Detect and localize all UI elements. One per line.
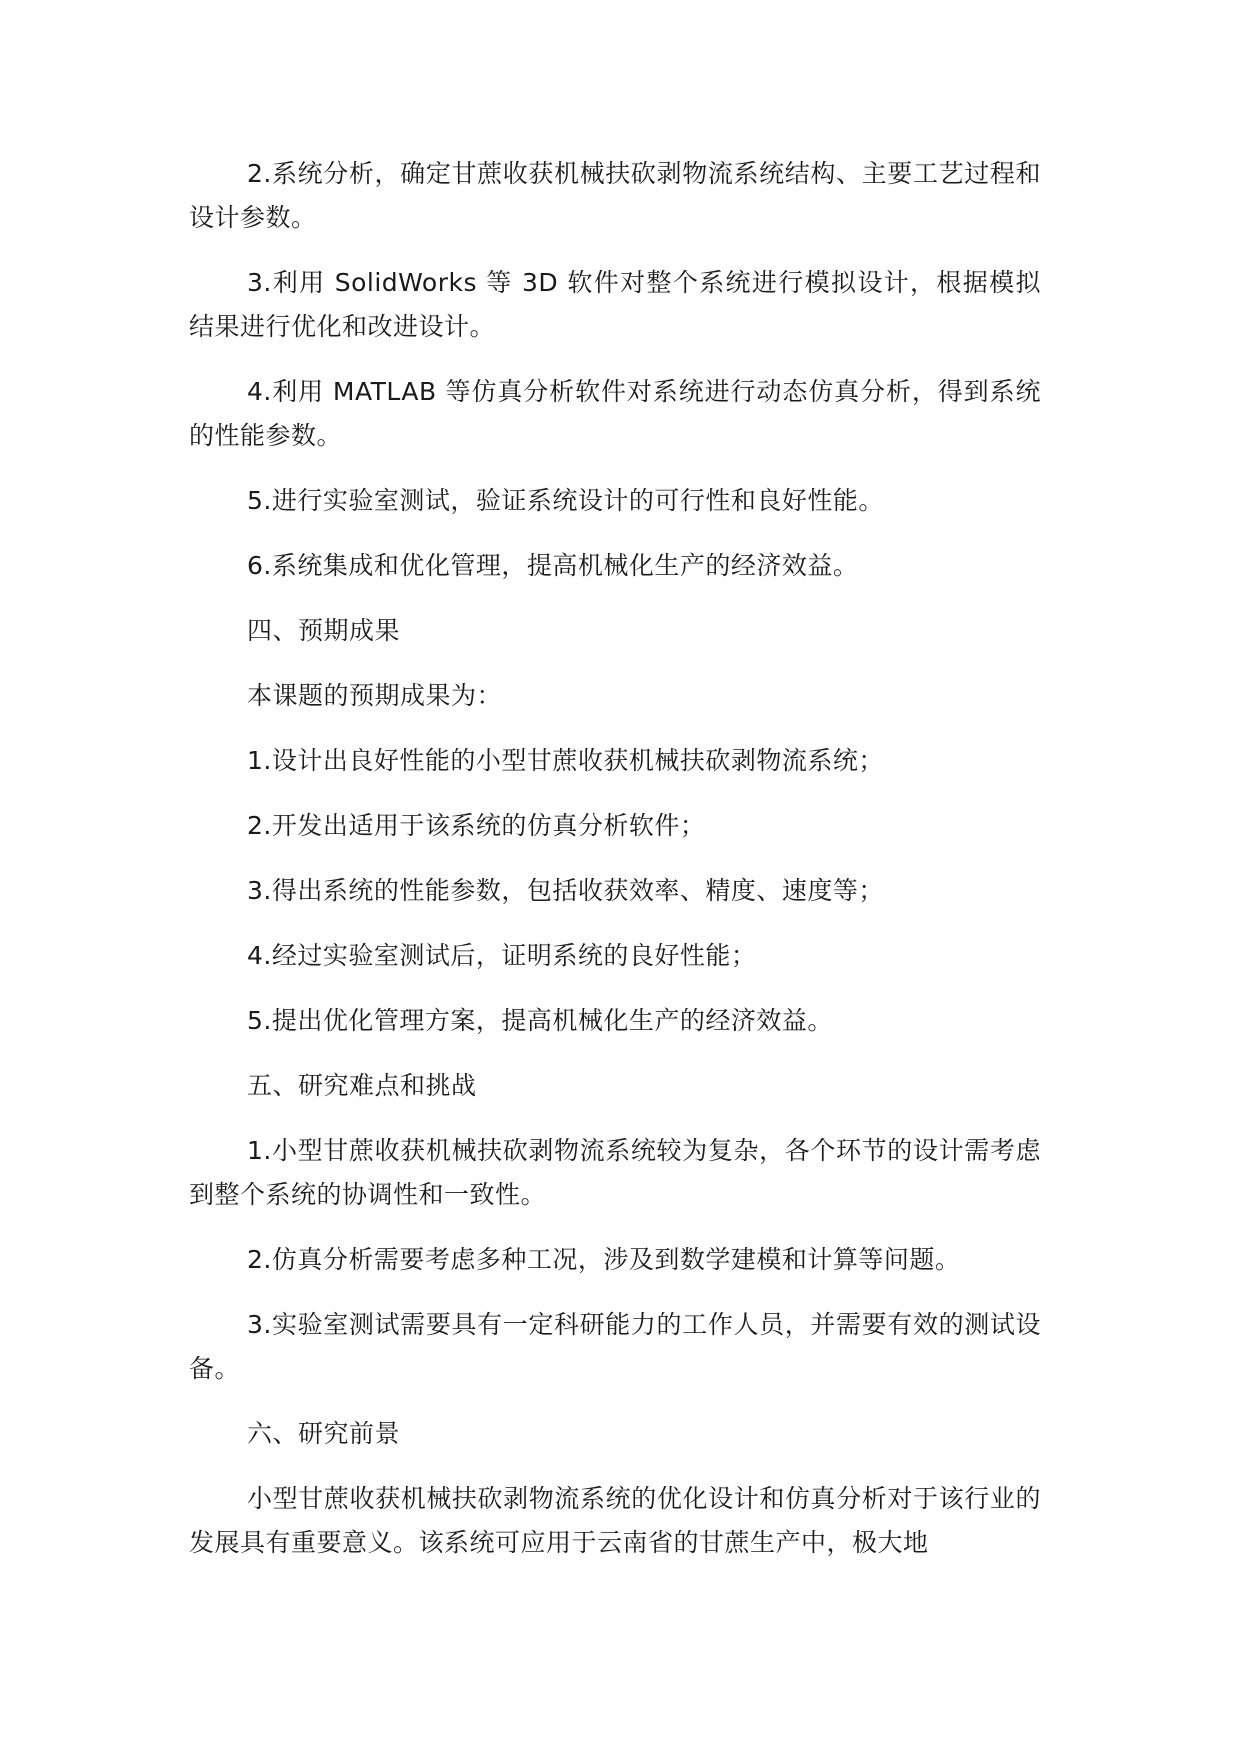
paragraph-difficulty-3: 3.实验室测试需要具有一定科研能力的工作人员，并需要有效的测试设备。 — [189, 1310, 1041, 1383]
paragraph-method-2: 2.系统分析，确定甘蔗收获机械扶砍剥物流系统结构、主要工艺过程和设计参数。 — [189, 159, 1041, 232]
paragraph-result-4: 4.经过实验室测试后，证明系统的良好性能； — [247, 941, 757, 970]
paragraph-result-1: 1.设计出良好性能的小型甘蔗收获机械扶砍剥物流系统； — [247, 746, 884, 775]
paragraph-result-5: 5.提出优化管理方案，提高机械化生产的经济效益。 — [247, 1006, 833, 1035]
paragraph-method-4: 4.利用 MATLAB 等仿真分析软件对系统进行动态仿真分析，得到系统的性能参数。 — [189, 377, 1041, 450]
paragraph-method-5: 5.进行实验室测试，验证系统设计的可行性和良好性能。 — [247, 486, 884, 515]
paragraph-prospects: 小型甘蔗收获机械扶砍剥物流系统的优化设计和仿真分析对于该行业的发展具有重要意义。该系统可应用于云南省的甘蔗生产中，极大地 — [189, 1484, 1041, 1557]
paragraph-results-intro: 本课题的预期成果为： — [247, 681, 503, 710]
paragraph-result-2: 2.开发出适用于该系统的仿真分析软件； — [247, 811, 706, 840]
paragraph-result-3: 3.得出系统的性能参数，包括收获效率、精度、速度等； — [247, 876, 884, 905]
section-heading-prospects: 六、研究前景 — [247, 1419, 401, 1448]
paragraph-method-6: 6.系统集成和优化管理，提高机械化生产的经济效益。 — [247, 551, 859, 580]
section-heading-expected-results: 四、预期成果 — [247, 616, 401, 645]
paragraph-difficulty-2: 2.仿真分析需要考虑多种工况，涉及到数学建模和计算等问题。 — [247, 1245, 961, 1274]
paragraph-method-3: 3.利用 SolidWorks 等 3D 软件对整个系统进行模拟设计，根据模拟结果进行优化和改进设计。 — [189, 268, 1041, 341]
section-heading-difficulties: 五、研究难点和挑战 — [247, 1071, 477, 1100]
document-body — [189, 152, 1041, 1586]
paragraph-difficulty-1: 1.小型甘蔗收获机械扶砍剥物流系统较为复杂，各个环节的设计需考虑到整个系统的协调性和一致性。 — [189, 1136, 1041, 1209]
